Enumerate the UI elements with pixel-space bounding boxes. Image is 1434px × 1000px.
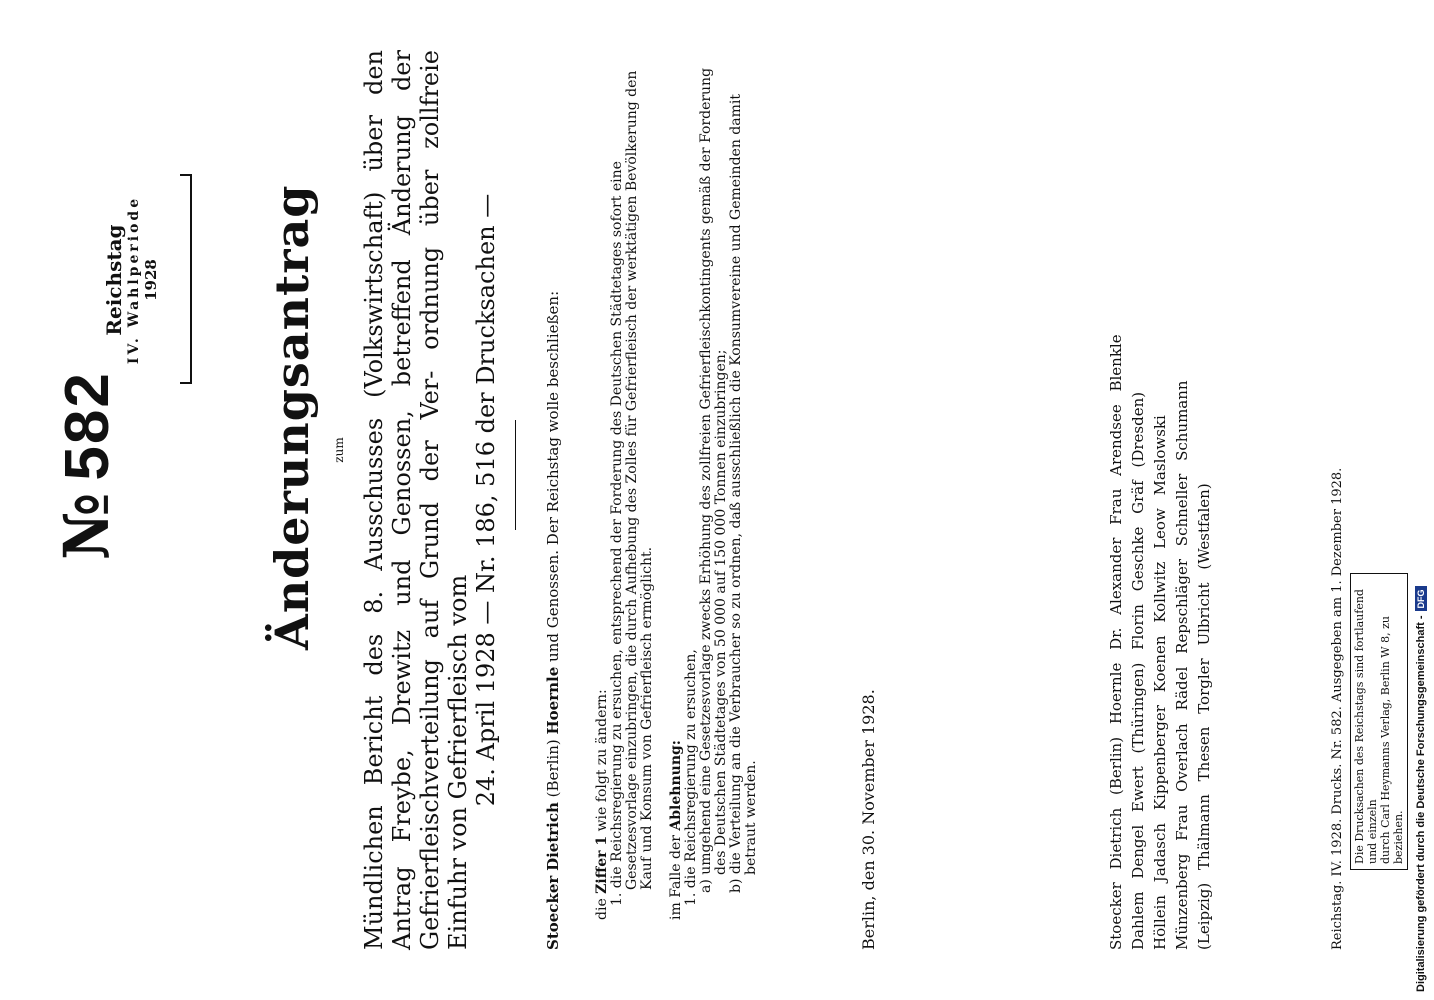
reichstag-header	[102, 170, 160, 390]
place-date: Berlin, den 30. November 1928.	[859, 689, 878, 950]
signatures-block	[1105, 50, 1215, 950]
year-label: 1928	[142, 259, 160, 301]
subject-line: 24. April 1928 — Nr. 186, 516 der Drucksachen —	[472, 193, 500, 807]
fall-pre: im Falle der	[668, 835, 684, 920]
ziffer-line	[595, 50, 610, 920]
ziffer-bold: Ziffer 1	[594, 835, 610, 894]
intro-genossen: und Genossen.	[544, 549, 562, 662]
ziffer-pre: die	[594, 898, 610, 920]
motion-item-2b: b) die Verteilung an die Verbraucher so zu ordnen, daß ausschließlich die Konsumvereine und Gemeinden damit betraut werden.	[728, 94, 759, 893]
fall-bold: Ablehnung:	[668, 740, 684, 831]
footer-line: Reichstag. IV. 1928. Drucks. Nr. 582. Ausgegeben am 1. Dezember 1928.	[1330, 467, 1345, 950]
intro-paragraph	[545, 50, 561, 950]
reichstag-label: Reichstag	[102, 224, 126, 336]
title-zum: zum	[332, 437, 346, 463]
ablehnung-line	[669, 50, 684, 920]
signature-row: Stoecker Dietrich (Berlin) Hoernle Dr. Alexander Frau Arendsee Blenkle	[1107, 334, 1125, 950]
signature-row: (Leipzig) Thälmann Thesen Torgler Ulbricht (Westfalen)	[1195, 483, 1213, 950]
subject-line: Änderung der Gefrierfleischverteilung auf Grund der Ver-	[388, 50, 444, 950]
wahlperiode-label: IV. Wahlperiode	[126, 195, 142, 365]
distribution-note	[1350, 573, 1408, 870]
note-line: Die Drucksachen des Reichstags sind fortlaufend und einzeln	[1353, 589, 1379, 864]
number-value: 582	[53, 371, 122, 481]
motion-item-2: 1. die Reichsregierung zu ersuchen,	[683, 649, 699, 906]
document-title: Änderungsantrag	[265, 184, 319, 650]
signer-name: Hoernle	[544, 666, 562, 735]
motion-item-2a: a) umgehend eine Gesetzesvorlage zwecks Erhöhung des zollfreien Gefrierfleischkontingents gemäß der Forderung des Deutschen Städtetages von 50 000 auf 150 000 Tonnen einzubringen;	[698, 67, 729, 893]
signature-row: Münzenberg Frau Overlach Rädel Repschläger Schneller Schumann	[1173, 380, 1191, 950]
subject-line: über den Antrag Freybe, Drewitz und Genossen, betreffend	[360, 49, 416, 950]
signature-row: Dahlem Dengel Ewert (Thüringen) Florin Geschke Gräf (Dresden)	[1129, 391, 1147, 950]
ziffer-post: wie folgt zu ändern:	[594, 689, 610, 832]
signer-place: (Berlin)	[544, 739, 562, 798]
section-rule	[515, 420, 516, 530]
subject-line: Mündlichen Bericht des 8. Ausschusses (Volkswirtschaft)	[360, 191, 388, 950]
signer-name: Dietrich	[544, 802, 562, 871]
dfg-logo: DFG	[1415, 586, 1427, 611]
intro-beschliessen: Der Reichstag wolle beschließen:	[544, 290, 562, 546]
signer-name: Stoecker	[544, 875, 562, 950]
header-bracket	[180, 174, 192, 384]
dfg-text: Digitalisierung gefördert durch die Deutsche Forschungsgemeinschaft -	[1415, 615, 1427, 992]
signature-row: Höllein Jadasch Kippenberger Koenen Kollwitz Leow Maslowski	[1151, 415, 1169, 950]
motion-body	[595, 50, 759, 920]
dfg-credit	[1410, 2, 1432, 992]
subject-paragraph	[360, 50, 500, 950]
subject-line: ordnung über zollfreie Einfuhr von Gefrierfleisch vom	[416, 50, 472, 950]
note-line: durch Carl Heymanns Verlag, Berlin W 8, zu beziehen.	[1379, 616, 1405, 864]
number-symbol: №	[50, 490, 123, 560]
document-page	[50, 49, 1405, 950]
motion-item-1: 1. die Reichsregierung zu ersuchen, entsprechend der Forderung des Deutschen Städtetages sofort eine Gesetzesvorlage einzubringen, die durch Aufhebung des Zolles für Gefrierfleisch der werktätigen Bevölkerung den Kauf und Konsum von Gefrierfleisch ermöglicht.	[609, 70, 655, 906]
